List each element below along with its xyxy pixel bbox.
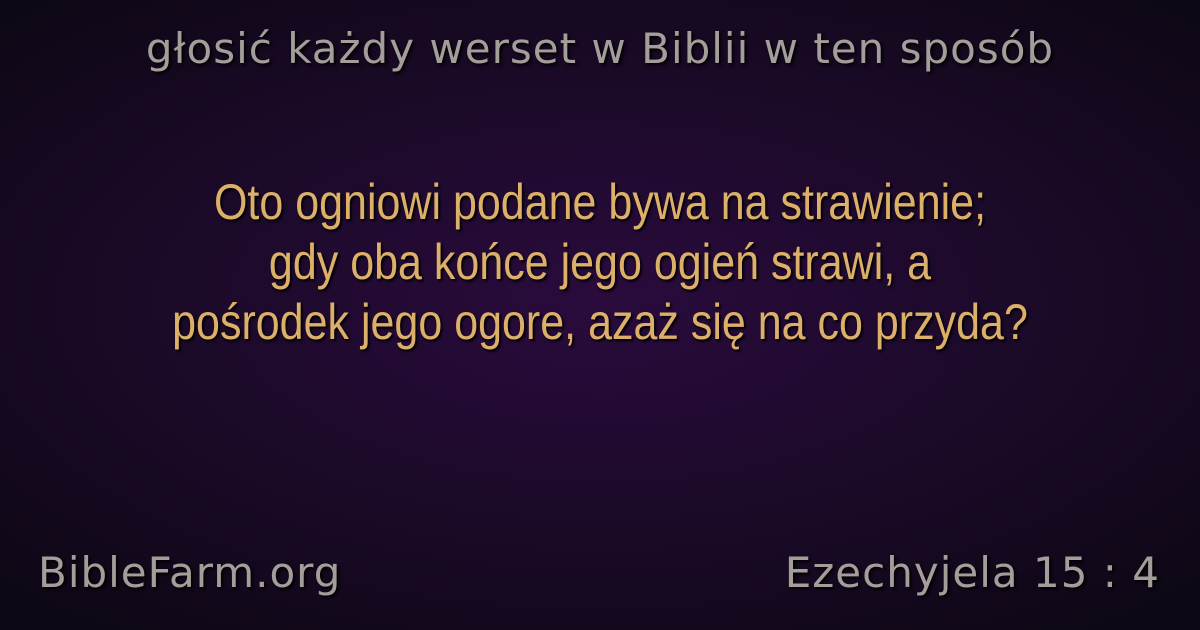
verse-line: Oto ogniowi podane bywa na strawienie; bbox=[213, 174, 987, 230]
verse-reference: Ezechyjela 15 : 4 bbox=[784, 548, 1160, 597]
site-name: BibleFarm.org bbox=[38, 548, 342, 597]
verse-line: gdy oba końce jego ogień strawi, a bbox=[268, 234, 932, 290]
header-tagline: głosić każdy werset w Biblii w ten sposób bbox=[145, 24, 1055, 73]
verse-line: pośrodek jego ogore, azaż się na co przyda? bbox=[172, 294, 1028, 350]
verse-text bbox=[118, 172, 1081, 352]
